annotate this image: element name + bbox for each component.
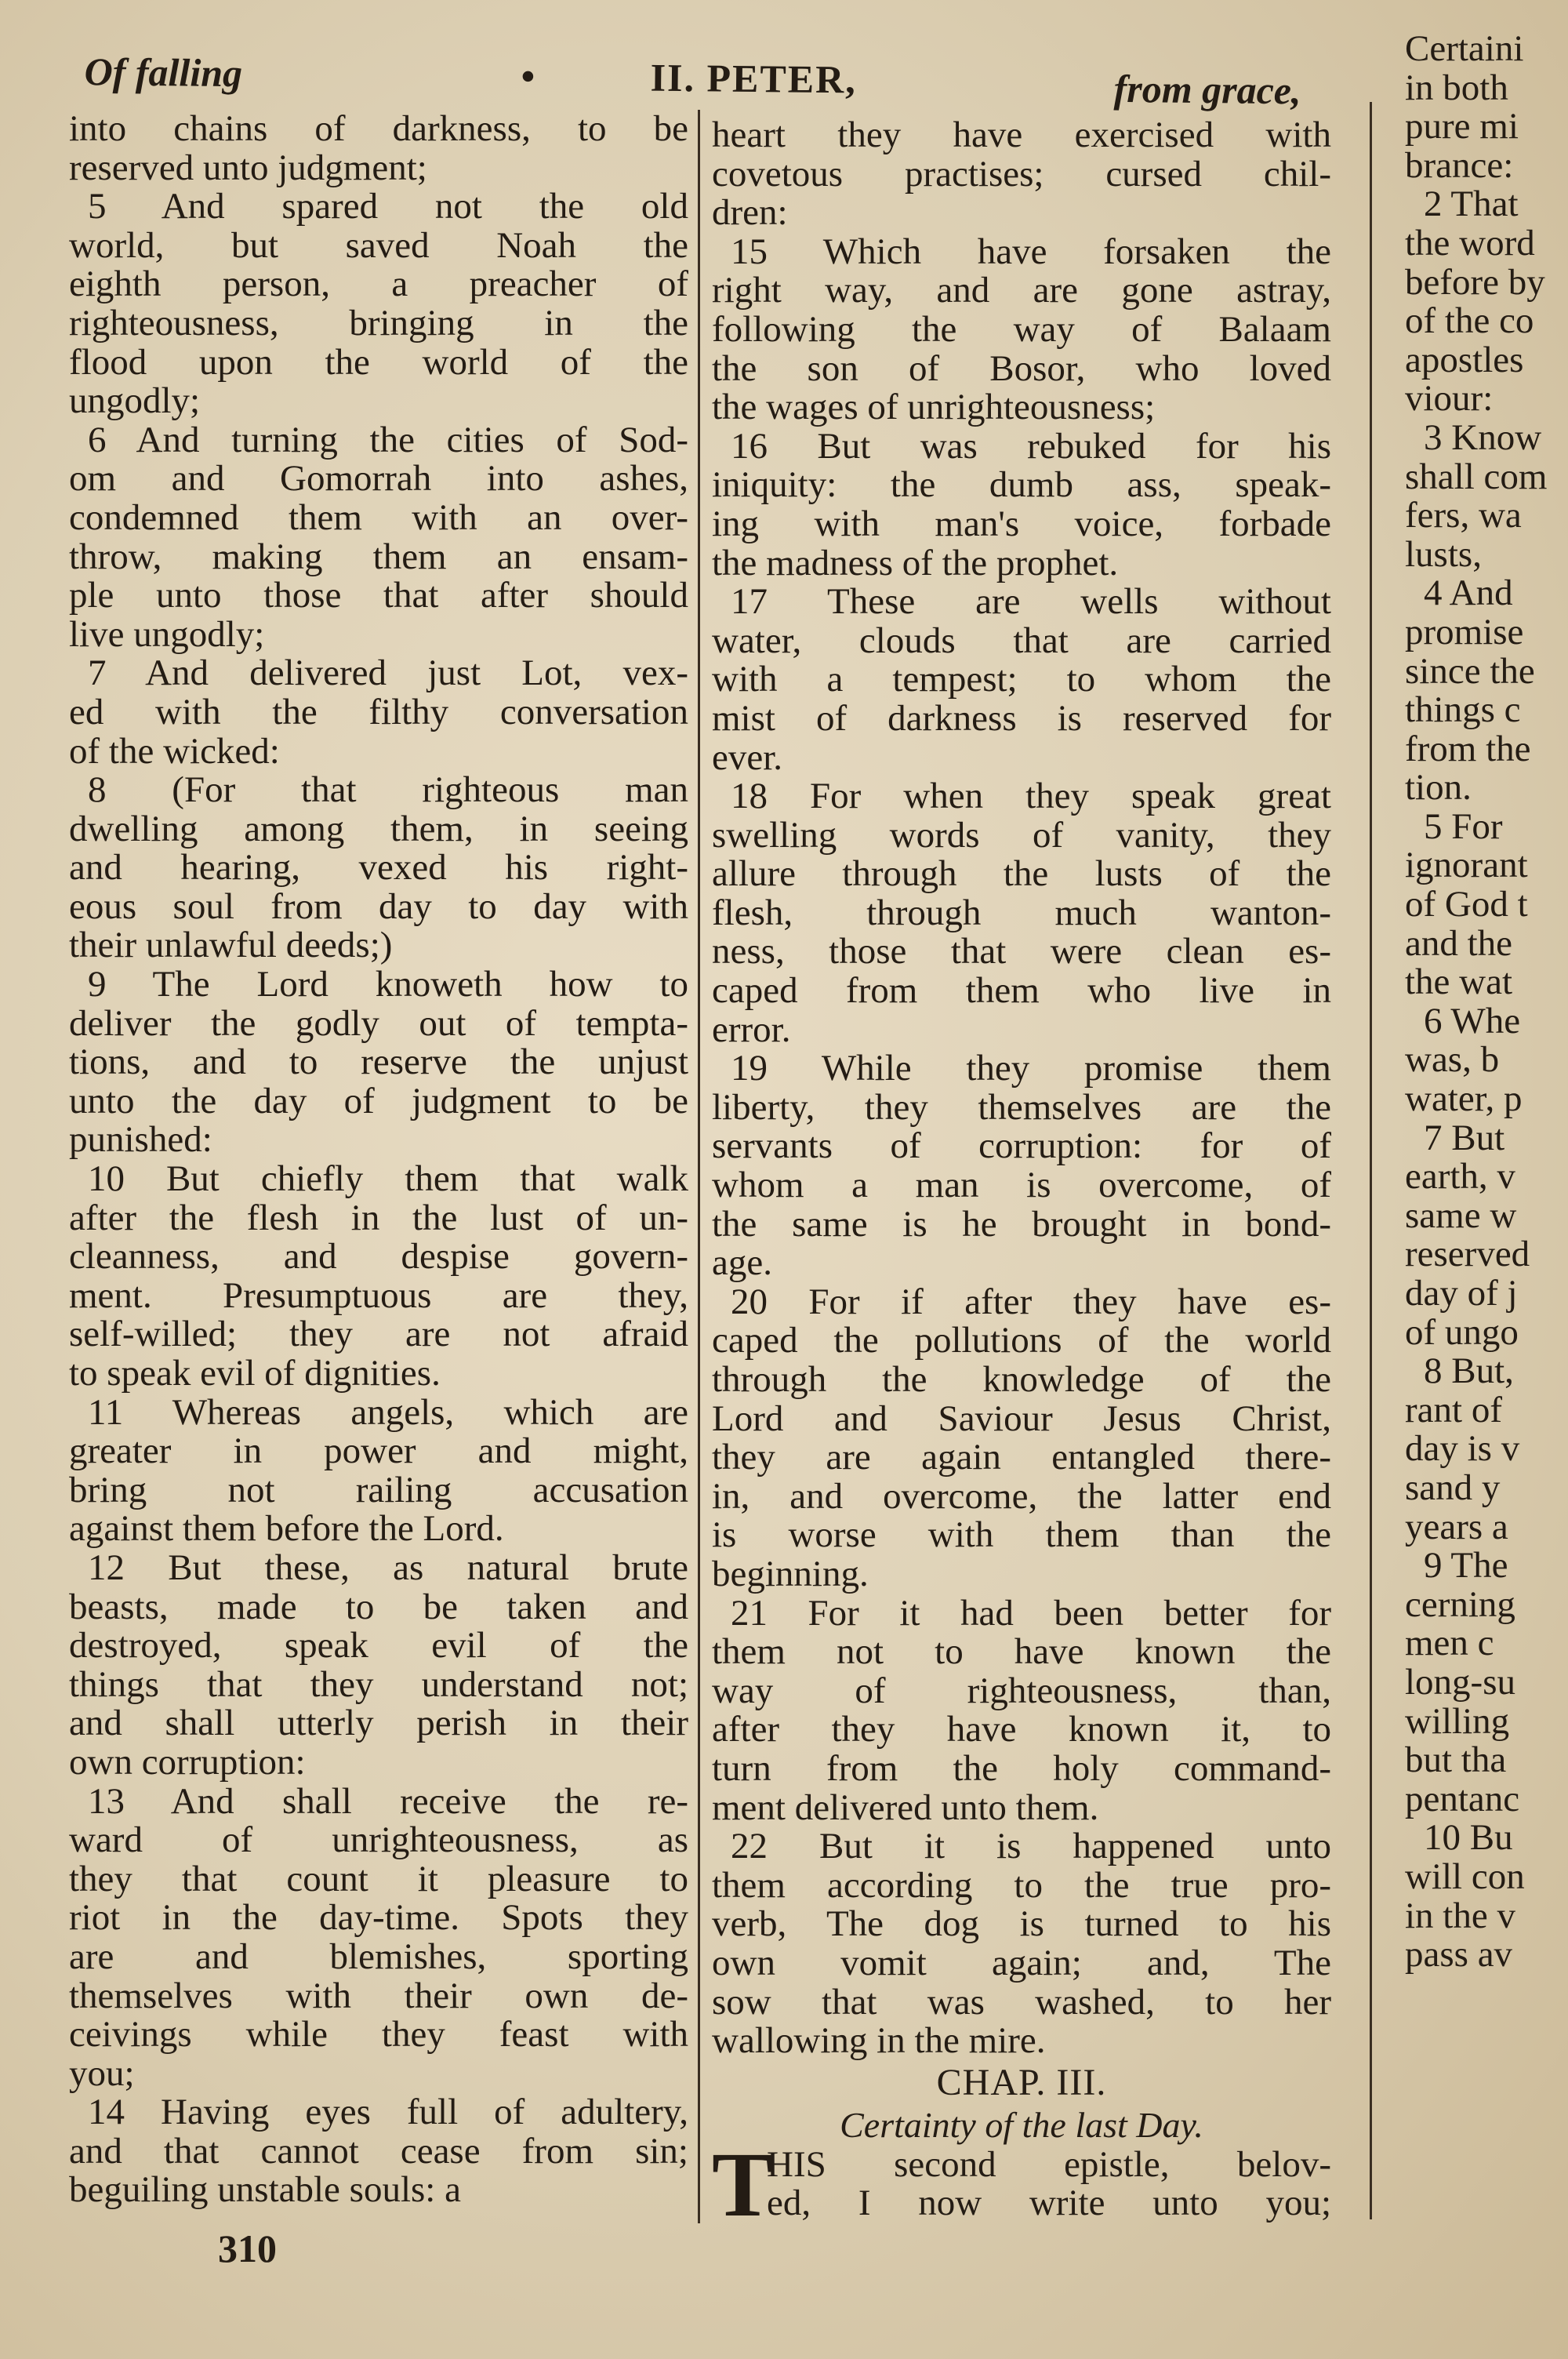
text-line: eighth person, a preacher of — [69, 264, 688, 305]
text-line: years a — [1405, 1506, 1508, 1547]
text-line: verb, The dog is turned to his — [712, 1903, 1331, 1945]
text-line: 10 Bu — [1424, 1817, 1513, 1859]
text-line: 9 The Lord knoweth how to — [88, 964, 688, 1005]
text-line: them not to have known the — [712, 1631, 1331, 1673]
text-line: caped the pollutions of the world — [712, 1320, 1331, 1361]
text-line: ing with man's voice, forbade — [712, 503, 1331, 544]
text-line: 19 While they promise them — [731, 1048, 1331, 1089]
text-line: 7 But — [1424, 1117, 1505, 1158]
text-line: in, and overcome, the latter end — [712, 1475, 1331, 1517]
text-line: punished: — [69, 1119, 212, 1161]
text-column-middle — [712, 116, 1331, 2234]
text-line: 12 But these, as natural brute — [88, 1547, 688, 1588]
text-line: Lord and Saviour Jesus Christ, — [712, 1398, 1331, 1439]
text-line: condemned them with an over- — [69, 496, 688, 538]
text-line: day is v — [1405, 1428, 1520, 1470]
text-line: beasts, made to be taken and — [69, 1586, 688, 1627]
text-line: through the knowledge of the — [712, 1359, 1331, 1400]
text-line: after the flesh in the lust of un- — [69, 1197, 688, 1238]
text-line: the madness of the prophet. — [712, 542, 1119, 583]
column-divider-1 — [698, 110, 700, 2223]
text-line: themselves with their own de- — [69, 1975, 688, 2016]
text-line: 16 But was rebuked for his — [731, 425, 1331, 467]
text-line: ple unto those that after should — [69, 575, 688, 616]
text-line: water, p — [1405, 1078, 1523, 1120]
drop-cap: T — [712, 2132, 774, 2234]
text-line: servants of corruption: for of — [712, 1125, 1331, 1167]
text-line: beginning. — [712, 1553, 869, 1594]
text-line: throw, making them an ensam- — [69, 536, 688, 577]
text-line: eous soul from day to day with — [69, 885, 688, 927]
text-line: pentanc — [1405, 1778, 1520, 1819]
text-line: to speak evil of dignities. — [69, 1353, 441, 1394]
text-line: 10 But chiefly them that walk — [88, 1158, 688, 1200]
text-line: bring not railing accusation — [69, 1469, 688, 1510]
text-column-right-partial — [1405, 30, 1568, 2037]
text-line: things that they understand not; — [69, 1663, 688, 1705]
text-line: men c — [1405, 1623, 1494, 1664]
text-line: greater in power and might, — [69, 1430, 688, 1472]
text-line: 22 But it is happened unto — [731, 1826, 1331, 1867]
text-line: with a tempest; to whom the — [712, 659, 1331, 700]
text-line: deliver the godly out of tempta- — [69, 1002, 688, 1044]
text-line: 8 But, — [1424, 1350, 1514, 1392]
chapter-subtitle: Certainty of the last Day. — [840, 2104, 1203, 2145]
text-line: ever. — [712, 736, 783, 778]
text-line: 17 These are wells without — [731, 581, 1331, 623]
text-line: of the wicked: — [69, 730, 280, 772]
text-line: and hearing, vexed his right- — [69, 847, 688, 889]
text-line: allure through the lusts of the — [712, 853, 1331, 895]
text-line: 21 For it had been better for — [731, 1592, 1331, 1634]
text-line: righteousness, bringing in the — [69, 302, 688, 343]
text-line: the word — [1405, 222, 1535, 264]
text-line: are and blemishes, sporting — [69, 1936, 688, 1977]
text-line: ment. Presumptuous are they, — [69, 1274, 688, 1316]
text-line: 4 And — [1424, 572, 1513, 614]
text-line: 13 And shall receive the re- — [88, 1780, 688, 1822]
text-line: of God t — [1405, 884, 1528, 925]
running-header — [78, 49, 1317, 117]
text-line: them according to the true pro- — [712, 1864, 1331, 1906]
text-line: from the — [1405, 728, 1531, 769]
text-line: ungodly; — [69, 380, 201, 422]
header-dot: • — [521, 53, 535, 99]
text-line: 8 (For that righteous man — [88, 769, 688, 811]
text-line: same w — [1405, 1194, 1517, 1236]
text-line: willing — [1405, 1700, 1510, 1742]
text-line: in both — [1405, 67, 1508, 108]
text-line: things c — [1405, 689, 1521, 731]
text-line: wallowing in the mire. — [712, 2020, 1046, 2062]
text-line: whom a man is overcome, of — [712, 1165, 1331, 1206]
text-line: of the co — [1405, 300, 1534, 342]
header-book-title: II. PETER, — [650, 55, 858, 102]
text-line: ward of unrighteousness, as — [69, 1819, 688, 1861]
text-line: and the — [1405, 922, 1513, 964]
text-column-left — [69, 110, 688, 2227]
text-line: 5 For — [1424, 805, 1503, 847]
text-line: 6 Whe — [1424, 1000, 1521, 1041]
header-left: Of falling — [84, 49, 243, 96]
text-line: against them before the Lord. — [69, 1508, 504, 1550]
text-line: reserved — [1405, 1234, 1530, 1275]
text-line: in the v — [1405, 1895, 1515, 1936]
text-line: is worse with them than the — [712, 1514, 1331, 1556]
text-line: live ungodly; — [69, 613, 265, 655]
text-line: 7 And delivered just Lot, vex- — [88, 652, 688, 694]
text-line: and shall utterly perish in their — [69, 1703, 688, 1744]
text-line: rant of — [1405, 1389, 1502, 1430]
text-line: riot in the day-time. Spots they — [69, 1897, 688, 1939]
text-line: will con — [1405, 1856, 1525, 1897]
text-line: 5 And spared not the old — [88, 186, 688, 227]
text-line: they are again entangled there- — [712, 1437, 1331, 1478]
text-line: you; — [69, 2052, 135, 2094]
text-line: ness, those that were clean es- — [712, 931, 1331, 972]
text-line: fers, wa — [1405, 495, 1522, 536]
text-line: swelling words of vanity, they — [712, 814, 1331, 856]
text-line: mist of darkness is reserved for — [712, 697, 1331, 739]
header-right: from grace, — [1113, 66, 1301, 113]
text-line: the son of Bosor, who loved — [712, 347, 1331, 389]
text-line: 2 That — [1424, 184, 1519, 225]
text-line: dren: — [712, 192, 788, 234]
text-line: since the — [1405, 650, 1535, 692]
text-line: own corruption: — [69, 1741, 306, 1783]
text-line: water, clouds that are carried — [712, 620, 1331, 661]
text-line: the wat — [1405, 961, 1513, 1003]
text-line: cleanness, and despise govern- — [69, 1236, 688, 1278]
text-line: way of righteousness, than, — [712, 1670, 1331, 1711]
text-line: 9 The — [1424, 1545, 1508, 1587]
text-line: liberty, they themselves are the — [712, 1086, 1331, 1128]
text-line: lusts, — [1405, 533, 1482, 575]
text-line: sand y — [1405, 1467, 1501, 1508]
text-line: 11 Whereas angels, which are — [88, 1391, 688, 1433]
text-line: 18 For when they speak great — [731, 776, 1331, 817]
text-line: covetous practises; cursed chil- — [712, 153, 1331, 194]
text-line: apostles — [1405, 339, 1524, 380]
text-line: world, but saved Noah the — [69, 224, 688, 266]
text-line: error. — [712, 1009, 791, 1050]
text-line: after they have known it, to — [712, 1709, 1331, 1750]
text-line: 3 Know — [1424, 416, 1542, 458]
text-line: ceivings while they feast with — [69, 2014, 688, 2055]
text-line: of ungo — [1405, 1311, 1519, 1353]
text-line: flood upon the world of the — [69, 341, 688, 383]
text-line: 15 Which have forsaken the — [731, 231, 1331, 272]
text-line: pass av — [1405, 1934, 1513, 1976]
text-line: ed with the filthy conversation — [69, 691, 688, 732]
text-line: long-su — [1405, 1661, 1515, 1703]
text-line: earth, v — [1405, 1156, 1515, 1198]
text-line: flesh, through much wanton- — [712, 892, 1331, 933]
text-line: brance: — [1405, 144, 1514, 186]
text-line: tions, and to reserve the unjust — [69, 1041, 688, 1083]
chapter-opening — [712, 2132, 1331, 2234]
text-line: the wages of unrighteousness; — [712, 387, 1156, 428]
text-line: and that cannot cease from sin; — [69, 2130, 688, 2172]
text-line: tion. — [1405, 767, 1472, 809]
text-line: into chains of darkness, to be — [69, 110, 688, 149]
text-line: but tha — [1405, 1739, 1507, 1781]
text-line: unto the day of judgment to be — [69, 1080, 688, 1121]
text-line: they that count it pleasure to — [69, 1858, 688, 1899]
text-line: following the way of Balaam — [712, 308, 1331, 350]
text-line: 6 And turning the cities of Sod- — [88, 419, 688, 460]
text-line: 20 For if after they have es- — [731, 1281, 1331, 1322]
text-line: caped from them who live in — [712, 970, 1331, 1012]
text-line: Certaini — [1405, 30, 1524, 69]
text-line: own vomit again; and, The — [712, 1942, 1331, 1983]
text-line: day of j — [1405, 1273, 1518, 1314]
opening-line: HIS second epistle, belov- — [767, 2143, 1331, 2185]
text-line: ignorant — [1405, 845, 1528, 886]
text-line: the same is he brought in bond- — [712, 1203, 1331, 1245]
text-line: promise — [1405, 611, 1524, 652]
text-line: cerning — [1405, 1583, 1515, 1625]
text-line: was, b — [1405, 1039, 1500, 1081]
text-line: om and Gomorrah into ashes, — [69, 458, 688, 500]
text-line: before by — [1405, 261, 1545, 303]
text-line: self-willed; they are not afraid — [69, 1314, 688, 1355]
text-line: beguiling unstable souls: a — [69, 2169, 461, 2211]
text-line: destroyed, speak evil of the — [69, 1625, 688, 1667]
text-line: age. — [712, 1242, 772, 1284]
text-line: ment delivered unto them. — [712, 1787, 1099, 1828]
text-line: viour: — [1405, 378, 1494, 420]
page-number: 310 — [218, 2226, 277, 2270]
text-line: sow that was washed, to her — [712, 1981, 1331, 2023]
text-line: 14 Having eyes full of adultery, — [88, 2092, 688, 2133]
text-line: iniquity: the dumb ass, speak- — [712, 464, 1331, 506]
text-line: reserved unto judgment; — [69, 147, 427, 188]
chapter-heading: CHAP. III. — [936, 2061, 1107, 2103]
text-line: right way, and are gone astray, — [712, 270, 1331, 311]
text-line: heart they have exercised with — [712, 116, 1331, 155]
text-line: shall com — [1405, 456, 1548, 497]
opening-line: ed, I now write unto you; — [767, 2183, 1331, 2224]
text-line: turn from the holy command- — [712, 1747, 1331, 1789]
text-line: pure mi — [1405, 106, 1519, 147]
text-line: dwelling among them, in seeing — [69, 808, 688, 849]
column-divider-2 — [1370, 102, 1372, 2219]
text-line: their unlawful deeds;) — [69, 925, 393, 966]
